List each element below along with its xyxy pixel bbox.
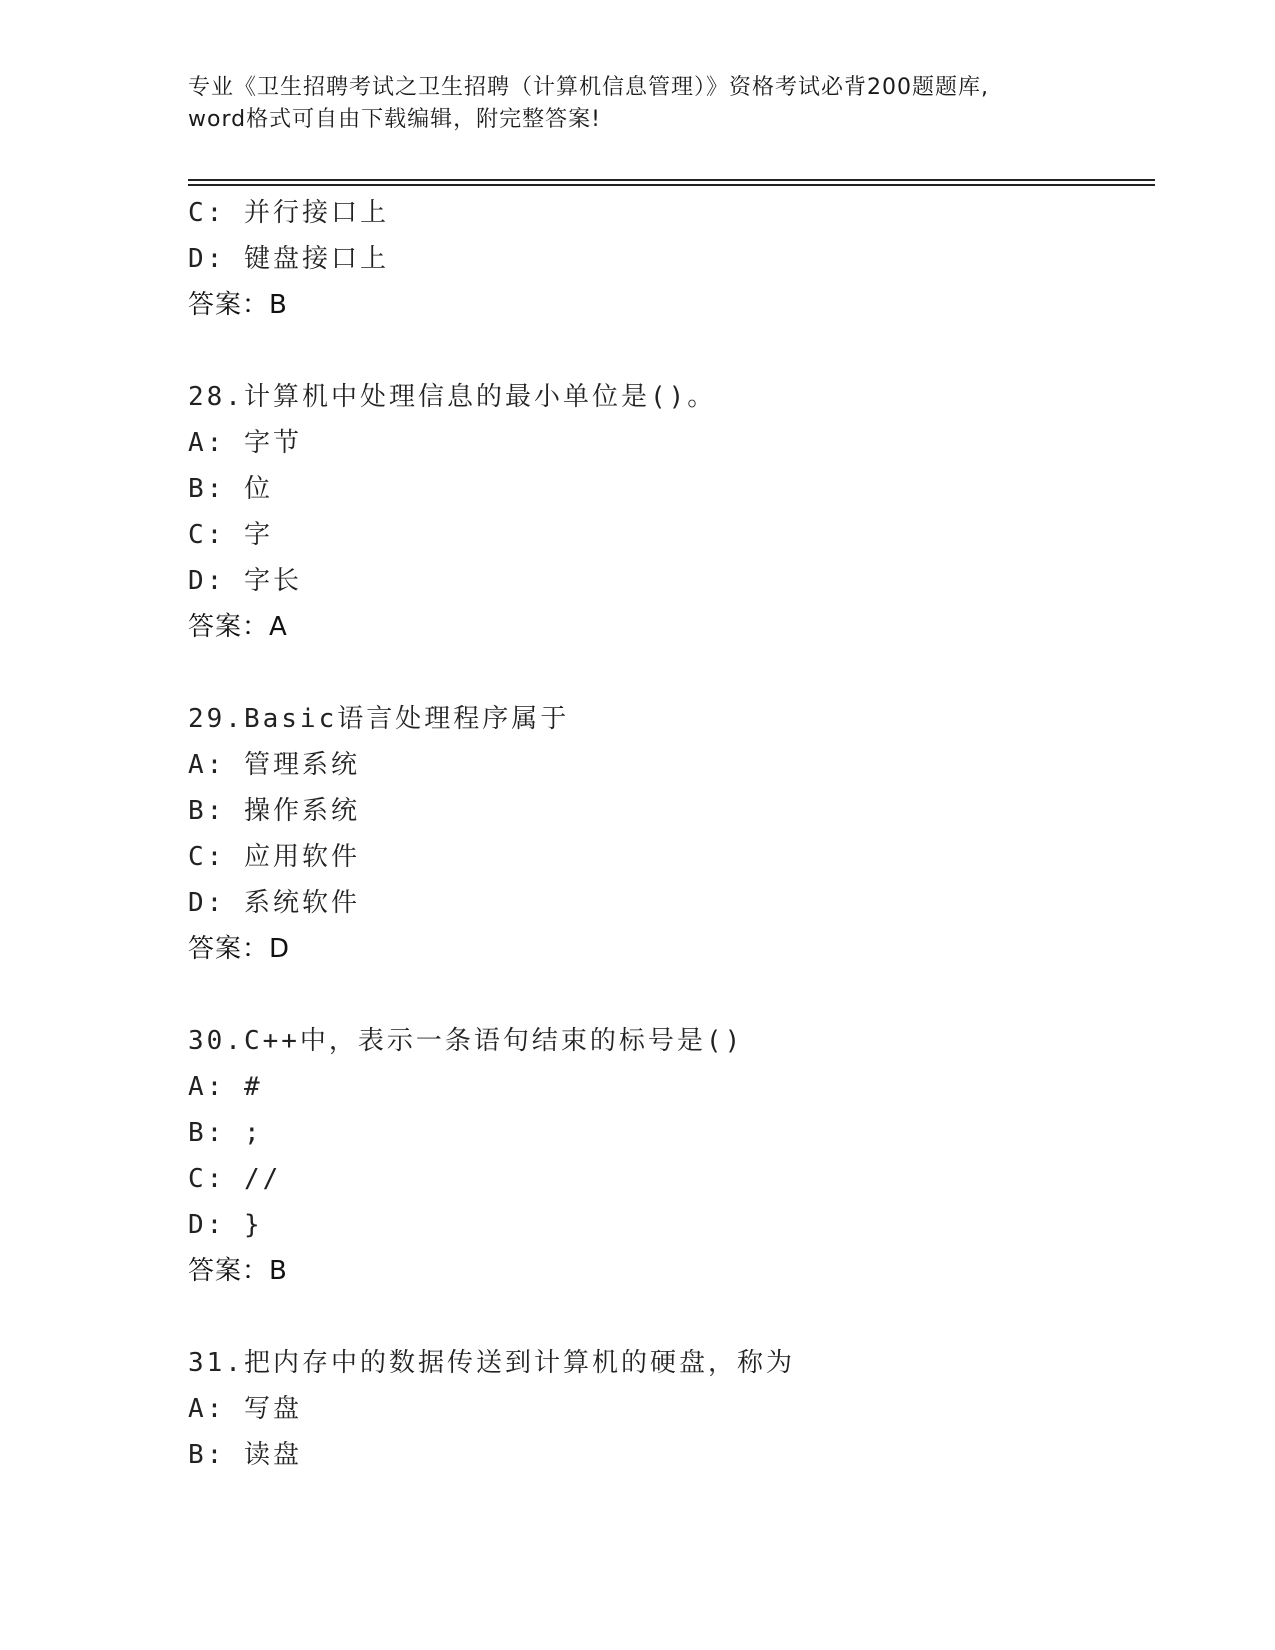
header-divider-top [188, 179, 1155, 181]
option-b: B: 读盘 [188, 1440, 302, 1470]
option-c: C: 字 [188, 520, 273, 550]
header-divider-bottom [188, 184, 1155, 186]
spacer [188, 972, 1155, 1018]
question-block-28 [188, 374, 1155, 650]
answer-line: 答案：D [188, 934, 291, 964]
question-stem: 30.C++中，表示一条语句结束的标号是() [188, 1026, 744, 1056]
option-d: D: 字长 [188, 566, 302, 596]
answer-line: 答案：B [188, 290, 288, 320]
question-stem: 31.把内存中的数据传送到计算机的硬盘，称为 [188, 1348, 795, 1378]
option-b: B: ; [188, 1118, 263, 1148]
option-d: D: 键盘接口上 [188, 244, 389, 274]
option-a: A: 字节 [188, 428, 302, 458]
option-b: B: 操作系统 [188, 796, 360, 826]
question-block-29 [188, 696, 1155, 972]
header-title-line-2: word格式可自由下载编辑，附完整答案! [188, 107, 601, 132]
answer-line: 答案：A [188, 612, 288, 642]
document-header [188, 72, 1088, 136]
option-a: A: 写盘 [188, 1394, 302, 1424]
question-stem: 29.Basic语言处理程序属于 [188, 704, 570, 734]
spacer [188, 328, 1155, 374]
option-d: D: } [188, 1210, 263, 1240]
spacer [188, 650, 1155, 696]
header-title-line-1: 专业《卫生招聘考试之卫生招聘（计算机信息管理）》资格考试必背200题题库, [188, 75, 989, 100]
option-a: A: 管理系统 [188, 750, 360, 780]
question-block-31 [188, 1340, 1155, 1478]
option-c: C: 应用软件 [188, 842, 360, 872]
question-stem: 28.计算机中处理信息的最小单位是()。 [188, 382, 717, 412]
option-c: C: 并行接口上 [188, 198, 389, 228]
question-block-27 [188, 190, 1155, 328]
question-list [188, 190, 1155, 1478]
option-d: D: 系统软件 [188, 888, 360, 918]
spacer [188, 1294, 1155, 1340]
option-b: B: 位 [188, 474, 273, 504]
question-block-30 [188, 1018, 1155, 1294]
option-c: C: // [188, 1164, 282, 1194]
option-a: A: # [188, 1072, 263, 1102]
answer-line: 答案：B [188, 1256, 288, 1286]
